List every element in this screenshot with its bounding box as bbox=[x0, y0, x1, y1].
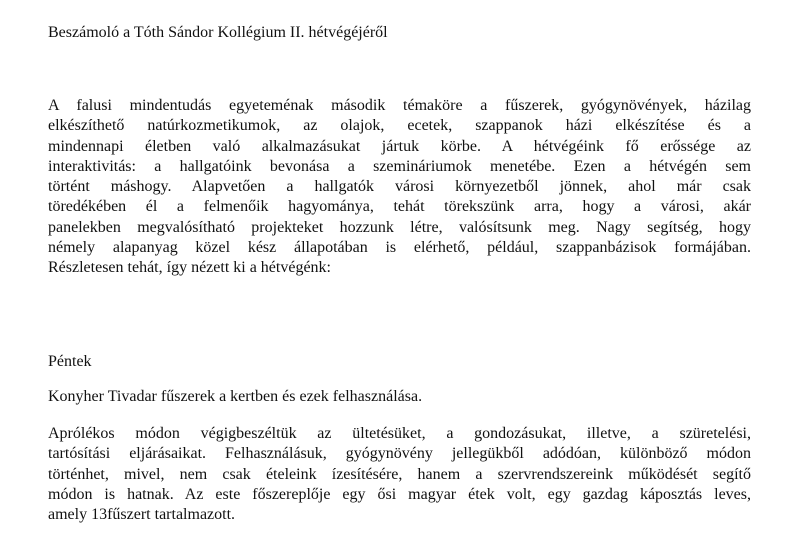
intro-line: Részletesen tehát, így nézett ki a hétvégénk: bbox=[48, 259, 331, 277]
session-line: amely 13fűszert tartalmazott. bbox=[48, 506, 236, 524]
session-line: Aprólékos módon végigbeszéltük az ültetésüket, a gondozásukat, illetve, a szüretelési, bbox=[48, 425, 751, 442]
intro-line: elkészíthető natúrkozmetikumok, az olajok, ecetek, szappanok házi elkészítése és a bbox=[48, 117, 751, 135]
session-paragraph bbox=[48, 424, 751, 525]
intro-line: töredékében él a felmenőik hagyománya, tehát törekszünk arra, hogy a városi, akár bbox=[48, 198, 751, 216]
intro-line: némely alapanyag közel kész állapotában is elérhető, például, szappanbázisok formájában. bbox=[48, 239, 751, 257]
session-line: módon is hatnak. Az este főszereplője egy ősi magyar étek volt, egy gazdag káposztás leves, bbox=[48, 485, 751, 503]
intro-line: interaktivitás: a hallgatóink bevonása a szemináriumok menetébe. Ezen a hétvégén sem bbox=[48, 157, 751, 175]
session-line: történhet, mivel, nem csak ételeink ízesítésére, hanem a szervrendszereink működését segítő bbox=[48, 465, 751, 483]
intro-line: történt máshogy. Alapvetően a hallgatók városi környezetből jönnek, ahol már csak bbox=[48, 178, 751, 196]
intro-paragraph bbox=[48, 96, 751, 279]
day-heading: Péntek bbox=[48, 353, 92, 370]
session-title: Konyher Tivadar fűszerek a kertben és ezek felhasználása. bbox=[48, 388, 423, 405]
session-line: tartósítási eljárásaikat. Felhasználásuk, gyógynövény jellegükből adódóan, különböző módon bbox=[48, 445, 751, 463]
document-title: Beszámoló a Tóth Sándor Kollégium II. hétvégéjéről bbox=[48, 24, 388, 41]
intro-line: mindennapi életben való alkalmazásukat jártuk körbe. A hétvégéink fő erőssége az bbox=[48, 137, 751, 155]
intro-line: panelekben megvalósítható projekteket hozzunk létre, valósítsunk meg. Nagy segítség, hogy bbox=[48, 218, 751, 236]
intro-line: A falusi mindentudás egyeteménak második témaköre a fűszerek, gyógynövények, házilag bbox=[48, 97, 751, 114]
